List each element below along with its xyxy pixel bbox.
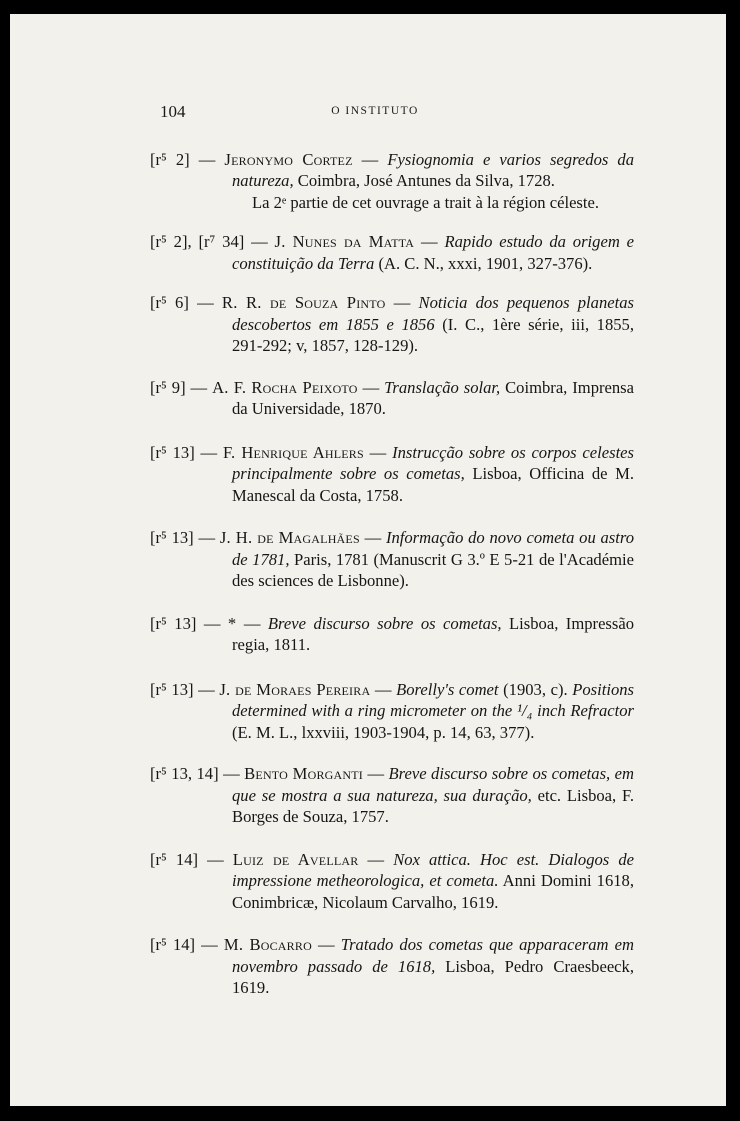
page-number: 104 bbox=[160, 102, 186, 121]
entry-author: A. F. Rocha Peixoto bbox=[212, 377, 358, 397]
entry-author: J. H. de Magalhães bbox=[219, 528, 360, 548]
entry-author: Bento Morganti bbox=[244, 764, 363, 784]
entry-author: R. R. de Souza Pinto bbox=[221, 293, 386, 313]
bibliography-entry bbox=[150, 442, 634, 507]
entry-separator: — bbox=[352, 149, 388, 169]
entry-title-secondary: Positions determined with a ring micrometer on the ¹/₄ inch Refractor bbox=[232, 679, 634, 721]
bibliography-entry bbox=[150, 613, 634, 656]
entry-details: Coimbra, Imprensa da Universidade, 1870. bbox=[232, 377, 635, 419]
bibliography-entry bbox=[150, 527, 634, 592]
entry-separator: — bbox=[311, 935, 341, 955]
entry-author: * bbox=[227, 613, 237, 633]
entry-title: Rapido estudo da origem e constituição da Terra bbox=[232, 232, 635, 273]
entry-code: [r⁵ 13, 14] — bbox=[150, 764, 245, 784]
bibliography-list bbox=[150, 132, 634, 1018]
bibliography-entry bbox=[150, 149, 634, 214]
entry-title: Translação solar, bbox=[384, 377, 501, 397]
entry-title: Noticia dos pequenos planetas descobertos em 1855 e 1856 bbox=[232, 293, 634, 334]
entry-separator: — bbox=[385, 293, 419, 313]
entry-separator: — bbox=[358, 849, 394, 869]
entry-title: Breve discurso sobre os cometas, em que se mostra a sua natureza, sua duração, bbox=[232, 764, 635, 805]
entry-details: etc. Lisboa, F. Borges de Souza, 1757. bbox=[232, 785, 634, 827]
entry-separator: — bbox=[363, 442, 393, 462]
entry-code: [r⁵ 9] — bbox=[150, 377, 213, 397]
entry-title: Instrucção sobre os corpos celestes principalmente sobre os cometas, bbox=[232, 442, 635, 484]
entry-code: [r⁵ 2] — bbox=[150, 149, 225, 169]
entry-separator: — bbox=[363, 764, 389, 784]
entry-separator: — bbox=[370, 679, 397, 699]
running-title: O INSTITUTO bbox=[331, 105, 419, 117]
bibliography-entry bbox=[150, 231, 634, 274]
entry-details: Anni Domini 1618, Conimbricæ, Nicolaum Carvalho, 1619. bbox=[232, 871, 634, 912]
bibliography-entry bbox=[150, 849, 634, 914]
bibliography-entry bbox=[150, 934, 634, 999]
page-header bbox=[160, 102, 590, 126]
entry-details: (A. C. N., xxxi, 1901, 327-376). bbox=[374, 253, 593, 273]
entry-separator: — bbox=[236, 613, 268, 633]
entry-title: Nox attica. Hoc est. Dialogos de impressione metheorologica, et cometa. bbox=[232, 849, 634, 891]
bibliography-entry bbox=[150, 292, 634, 357]
entry-code: [r⁵ 6] — bbox=[150, 293, 222, 313]
entry-code: [r⁵ 13] — bbox=[150, 613, 228, 633]
entry-title: Informação do novo cometa ou astro de 1781, bbox=[232, 528, 634, 569]
entry-author: M. Bocarro bbox=[223, 935, 312, 955]
entry-title: Tratado dos cometas que apparaceram em novembro passado de 1618, bbox=[232, 935, 634, 976]
entry-separator: — bbox=[359, 528, 386, 548]
entry-code: [r⁵ 13] — bbox=[150, 528, 220, 548]
entry-note: La 2ᵉ partie de cet ouvrage a trait à la région céleste. bbox=[252, 192, 600, 212]
entry-code: [r⁵ 2], [r⁷ 34] — bbox=[150, 232, 275, 252]
entry-author: J. de Moraes Pereira bbox=[219, 679, 371, 699]
entry-code: [r⁵ 14] — bbox=[150, 849, 233, 869]
entry-details: (E. M. L., lxxviii, 1903-1904, p. 14, 63, 377). bbox=[232, 722, 535, 742]
entry-details: (I. C., 1ère série, iii, 1855, 291-292; v, 1857, 128-129). bbox=[232, 314, 635, 356]
entry-details-pre: (1903, c). bbox=[498, 679, 573, 699]
entry-title: Borelly's comet bbox=[396, 679, 499, 699]
entry-title: Fysiognomia e varios segredos da natureza, bbox=[232, 149, 634, 191]
entry-author: F. Henrique Ahlers bbox=[222, 442, 364, 462]
entry-details: Lisboa, Impressão regia, 1811. bbox=[232, 613, 635, 655]
entry-author: Jeronymo Cortez bbox=[224, 149, 353, 169]
entry-author: Luiz de Avellar bbox=[232, 849, 359, 869]
entry-details: Lisboa, Pedro Craesbeeck, 1619. bbox=[232, 956, 634, 998]
bibliography-entry bbox=[150, 377, 634, 420]
bibliography-entry bbox=[150, 763, 634, 828]
entry-title: Breve discurso sobre os cometas, bbox=[267, 613, 502, 633]
entry-separator: — bbox=[414, 232, 445, 252]
entry-details: Paris, 1781 (Manuscrit G 3.º E 5-21 de l'Académie des sciences de Lisbonne). bbox=[232, 549, 634, 591]
entry-details: Lisboa, Officina de M. Manescal da Costa, 1758. bbox=[232, 464, 635, 505]
entry-details: Coimbra, José Antunes da Silva, 1728. bbox=[293, 171, 555, 191]
entry-author: J. Nunes da Matta bbox=[274, 232, 415, 252]
entry-code: [r⁵ 14] — bbox=[150, 935, 224, 955]
entry-separator: — bbox=[357, 377, 385, 397]
bibliography-entry bbox=[150, 679, 634, 744]
entry-code: [r⁵ 13] — bbox=[150, 442, 223, 462]
entry-code: [r⁵ 13] — bbox=[150, 679, 220, 699]
